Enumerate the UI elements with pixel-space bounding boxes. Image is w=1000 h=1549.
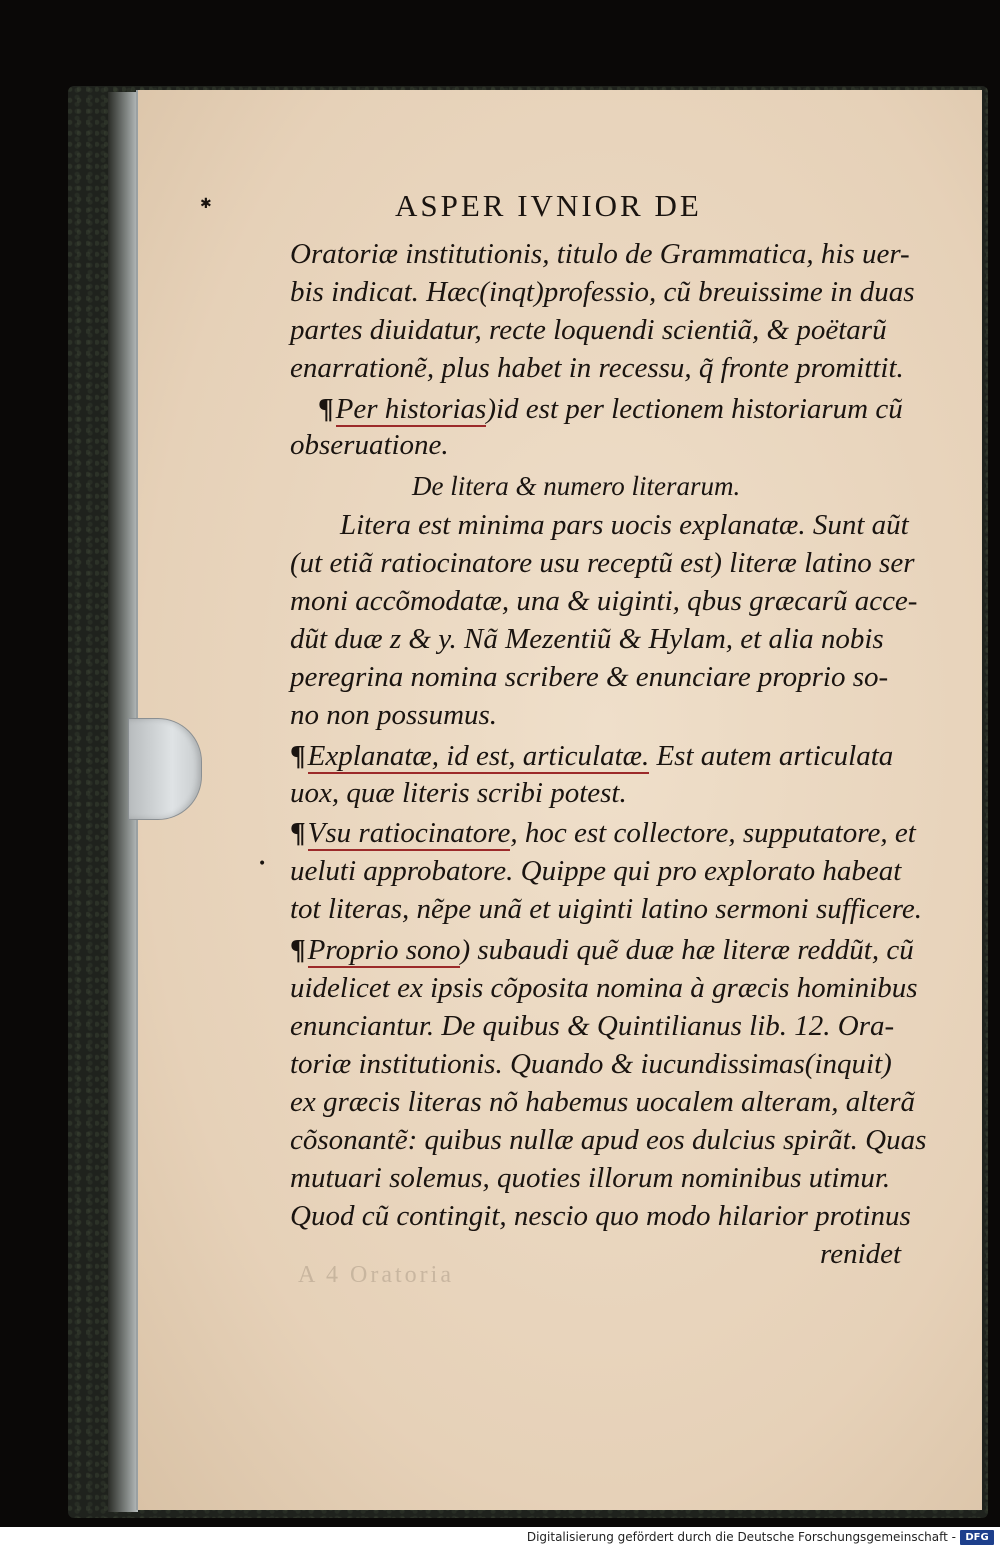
pilcrow-icon: ¶ <box>290 740 306 772</box>
text-line: moni accõmodatæ, una & uiginti, qbus græcarũ acce- <box>290 585 918 617</box>
section-heading: De litera & numero literarum. <box>412 471 741 501</box>
page-clip <box>128 718 202 820</box>
text-line: bis indicat. Hæc(inqt)professio, cũ breuissime in duas <box>290 276 915 308</box>
text-line: dũt duæ z & y. Nã Mezentiũ & Hylam, et alia nobis <box>290 623 884 655</box>
text-line: peregrina nomina scribere & enunciare proprio so- <box>290 661 889 693</box>
footer-credit: Digitalisierung gefördert durch die Deutsche Forschungsgemeinschaft - <box>526 1530 956 1544</box>
margin-mark-icon: ✱ <box>200 196 212 212</box>
gloss-line <box>290 932 914 968</box>
text-line: mutuari solemus, quoties illorum nominibus utimur. <box>290 1162 891 1194</box>
text-line: enarrationẽ, plus habet in recessu, q̃ fronte promittit. <box>290 352 904 384</box>
gloss-text: )id est per lectionem historiarum cũ <box>486 393 903 425</box>
running-header: ASPER IVNIOR DE <box>395 188 702 223</box>
text-line: obseruatione. <box>290 429 449 461</box>
pilcrow-icon: ¶ <box>318 393 334 425</box>
text-line: uidelicet ex ipsis cõposita nomina à græcis hominibus <box>290 972 918 1004</box>
gloss-line <box>318 391 903 427</box>
text-line: Quod cũ contingit, nescio quo modo hilarior protinus <box>290 1200 911 1232</box>
gloss-line <box>290 815 916 851</box>
text-line: (ut etiã ratiocinatore usu receptũ est) literæ latino ser <box>290 547 915 579</box>
text-line: ueluti approbatore. Quippe qui pro explorato habeat <box>290 855 902 887</box>
lemma-underlined: Explanatæ, id est, articulatæ. <box>307 740 650 772</box>
text-line: tot literas, nẽpe unã et uiginti latino sermoni sufficere. <box>290 893 923 925</box>
gloss-text: Est autem articulata <box>649 740 894 772</box>
text-line: Oratoriæ institutionis, titulo de Grammatica, his uer- <box>290 238 910 270</box>
text-line: Litera est minima pars uocis explanatæ. Sunt aũt <box>340 509 909 541</box>
text-line: enunciantur. De quibus & Quintilianus lib. 12. Ora- <box>290 1010 895 1042</box>
margin-dot-icon: • <box>258 856 267 872</box>
footer-bar <box>0 1527 1000 1549</box>
gloss-line <box>290 738 893 774</box>
lemma-underlined: Proprio sono <box>307 934 461 966</box>
text-line: toriæ institutionis. Quando & iucundissimas(inquit) <box>290 1048 892 1080</box>
show-through-text: A 4 Oratoria <box>298 1262 454 1288</box>
dfg-logo-icon[interactable]: DFG <box>960 1530 994 1545</box>
lemma-underlined: Vsu ratiocinatore <box>307 817 511 849</box>
gloss-text: , hoc est collectore, supputatore, et <box>510 817 916 849</box>
pilcrow-icon: ¶ <box>290 934 306 966</box>
pilcrow-icon: ¶ <box>290 817 306 849</box>
text-line: partes diuidatur, recte loquendi scientiã, & poëtarũ <box>290 314 887 346</box>
lemma-underlined: Per historias <box>335 393 487 425</box>
text-line: uox, quæ literis scribi potest. <box>290 777 627 809</box>
text-line: cõsonantẽ: quibus nullæ apud eos dulcius spirãt. Quas <box>290 1124 927 1156</box>
gloss-text: ) subaudi quẽ duæ hæ literæ reddũt, cũ <box>460 934 914 966</box>
catchword: renidet <box>820 1238 902 1270</box>
text-line: no non possumus. <box>290 699 498 731</box>
text-line: ex græcis literas nõ habemus uocalem alteram, alterã <box>290 1086 916 1118</box>
